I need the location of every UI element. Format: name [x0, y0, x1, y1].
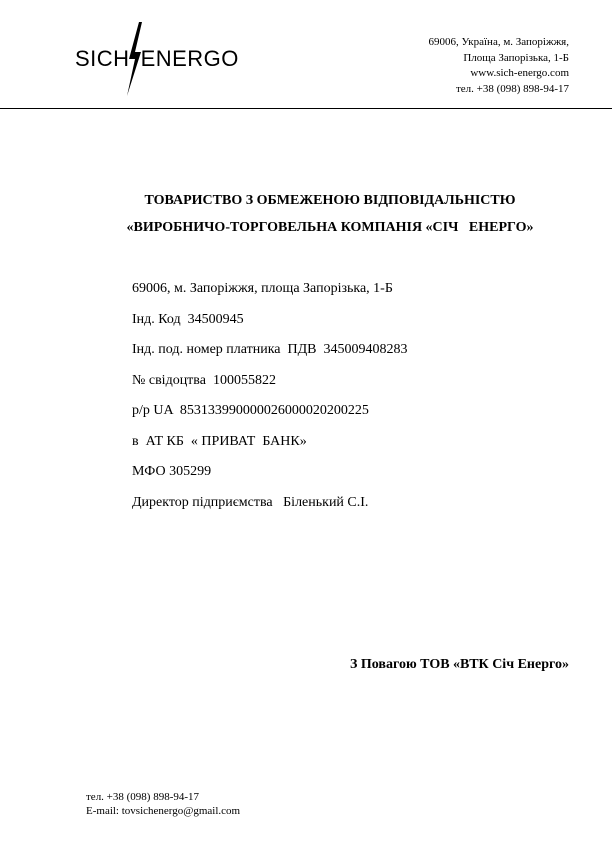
company-title-line2: «ВИРОБНИЧО-ТОРГОВЕЛЬНА КОМПАНІЯ «СІЧ ЕНЕРГО»: [126, 220, 534, 235]
logo-wordmark: [75, 46, 239, 72]
header-phone: тел. +38 (098) 898-94-17: [455, 82, 569, 95]
detail-bank-account: р/р UA 853133990000026000020200225: [132, 403, 369, 418]
detail-vat-number: Інд. под. номер платника ПДВ 345009408283: [132, 342, 408, 357]
header-divider: [0, 108, 612, 109]
logo-text-right: ENERGO: [140, 46, 239, 71]
footer-email: E-mail: tovsichenergo@gmail.com: [86, 805, 241, 817]
company-logo: [75, 22, 245, 96]
company-title: [0, 187, 612, 241]
closing-regards: З Повагою ТОВ «ВТК Січ Енерго»: [349, 657, 569, 672]
detail-address: 69006, м. Запоріжжя, площа Запорізька, 1-Б: [132, 281, 393, 296]
footer-phone: тел. +38 (098) 898-94-17: [86, 791, 200, 803]
detail-director: Директор підприємства Біленький С.І.: [132, 494, 369, 510]
company-title-line1: ТОВАРИСТВО З ОБМЕЖЕНОЮ ВІДПОВІДАЛЬНІСТЮ: [144, 193, 516, 208]
detail-mfo: МФО 305299: [132, 464, 212, 479]
logo-text-left: SICH: [75, 46, 130, 71]
company-details: [132, 280, 408, 524]
footer-contacts: [86, 790, 240, 818]
header-address-line1: 69006, Україна, м. Запоріжжя,: [428, 36, 569, 48]
header-address-line2: Площа Запорізька, 1-Б: [463, 51, 569, 64]
detail-certificate-number: № свідоцтва 100055822: [132, 372, 276, 388]
detail-bank-name: в АТ КБ « ПРИВАТ БАНК»: [132, 433, 307, 449]
lightning-bolt-icon: [123, 22, 145, 96]
header-website: www.sich-energo.com: [470, 67, 569, 79]
header-contacts: [428, 35, 569, 97]
detail-company-code: Інд. Код 34500945: [132, 311, 244, 327]
